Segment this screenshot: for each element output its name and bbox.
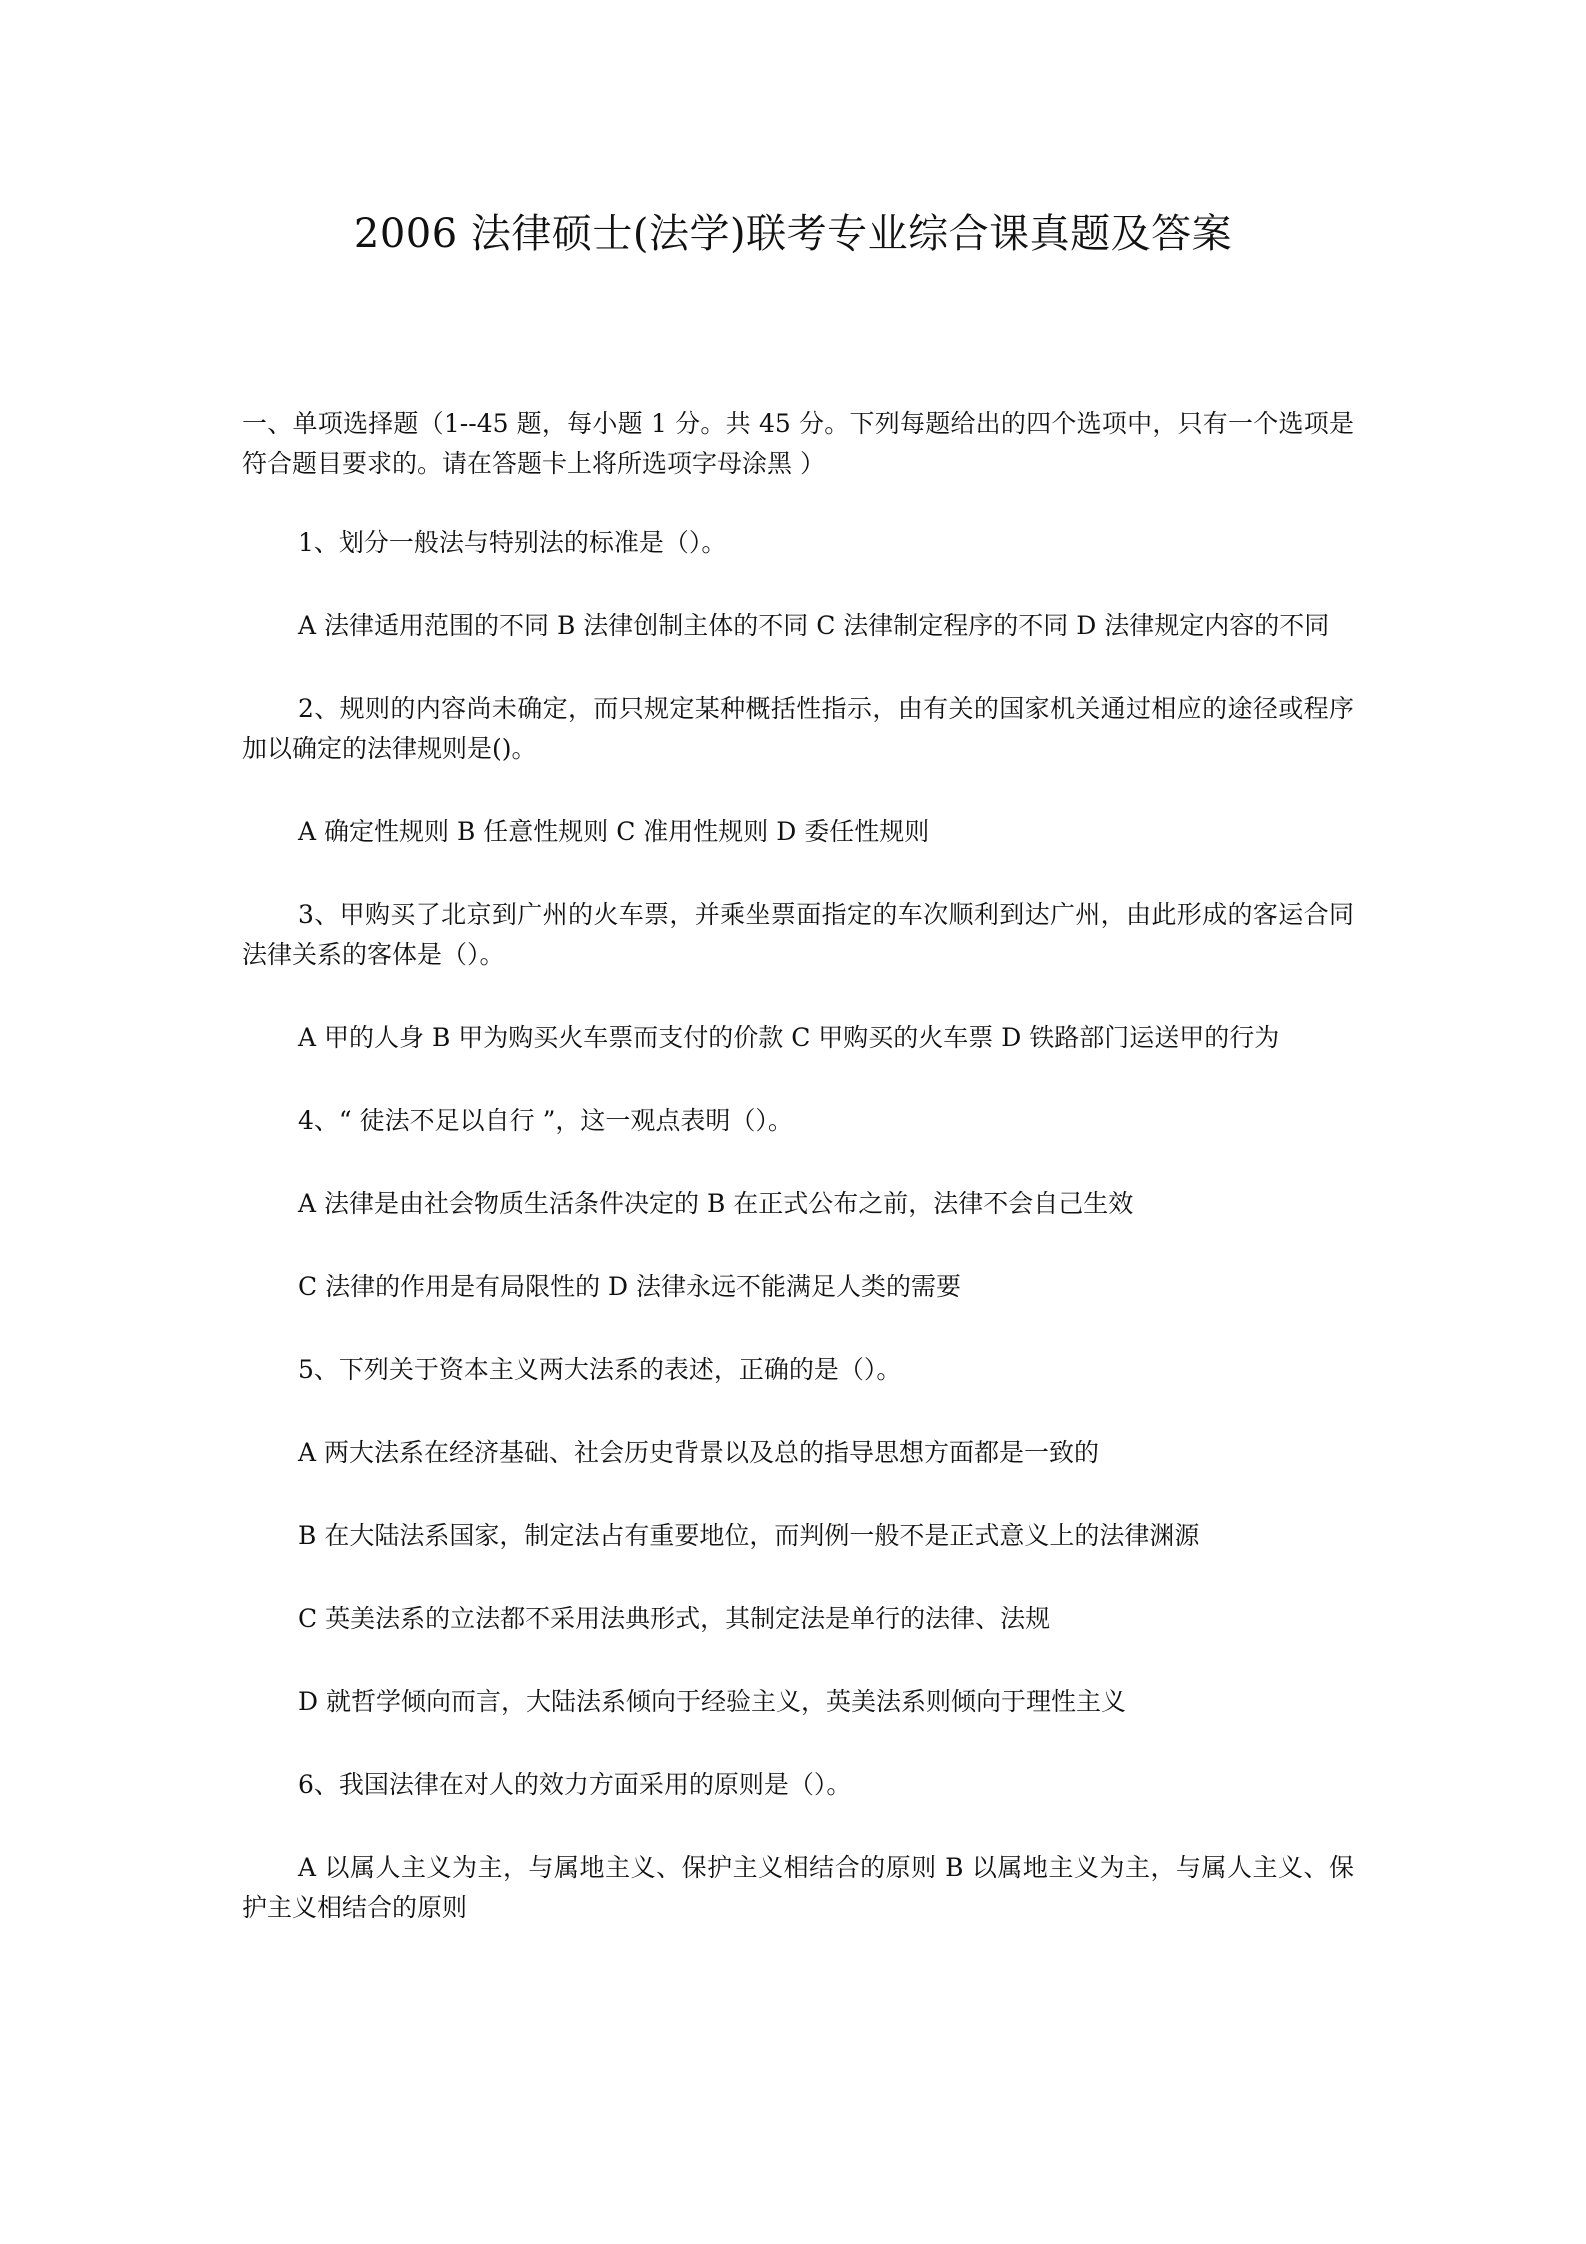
question-6-options-ab: A 以属人主义为主，与属地主义、保护主义相结合的原则 B 以属地主义为主，与属人主义、保护主义相结合的原则 [242,1853,1354,1922]
question-5-option-c: C 英美法系的立法都不采用法典形式，其制定法是单行的法律、法规 [298,1604,1051,1633]
question-4-options-cd: C 法律的作用是有局限性的 D 法律永远不能满足人类的需要 [298,1272,962,1301]
question-3: 3、甲购买了北京到广州的火车票，并乘坐票面指定的车次顺利到达广州，由此形成的客运合同法律关系的客体是（）。 [242,900,1354,969]
question-3-options: A 甲的人身 B 甲为购买火车票而支付的价款 C 甲购买的火车票 D 铁路部门运送甲的行为 [298,1023,1280,1052]
question-1: 1、划分一般法与特别法的标准是（）。 [298,528,727,557]
question-5: 5、下列关于资本主义两大法系的表述，正确的是（）。 [298,1355,902,1384]
question-5-option-b: B 在大陆法系国家，制定法占有重要地位，而判例一般不是正式意义上的法律渊源 [298,1521,1200,1550]
document-title: 2006 法律硕士(法学)联考专业综合课真题及答案 [353,211,1233,257]
question-5-option-a: A 两大法系在经济基础、社会历史背景以及总的指导思想方面都是一致的 [298,1438,1100,1467]
question-6: 6、我国法律在对人的效力方面采用的原则是（）。 [298,1770,852,1799]
section-intro: 一、单项选择题（1--45 题，每小题 1 分。共 45 分。下列每题给出的四个选项中，只有一个选项是符合题目要求的。请在答题卡上将所选项字母涂黑 ） [242,409,1354,478]
question-5-option-d: D 就哲学倾向而言，大陆法系倾向于经验主义，英美法系则倾向于理性主义 [298,1687,1126,1716]
question-2-options: A 确定性规则 B 任意性规则 C 准用性规则 D 委任性规则 [298,817,930,846]
question-1-options: A 法律适用范围的不同 B 法律创制主体的不同 C 法律制定程序的不同 D 法律规定内容的不同 [298,611,1330,640]
question-4: 4、“ 徒法不足以自行 ”，这一观点表明（）。 [298,1106,793,1135]
document-body [242,404,1354,1971]
question-2: 2、规则的内容尚未确定，而只规定某种概括性指示，由有关的国家机关通过相应的途径或程序加以确定的法律规则是()。 [242,694,1354,763]
question-4-options-ab: A 法律是由社会物质生活条件决定的 B 在正式公布之前，法律不会自己生效 [298,1189,1134,1218]
